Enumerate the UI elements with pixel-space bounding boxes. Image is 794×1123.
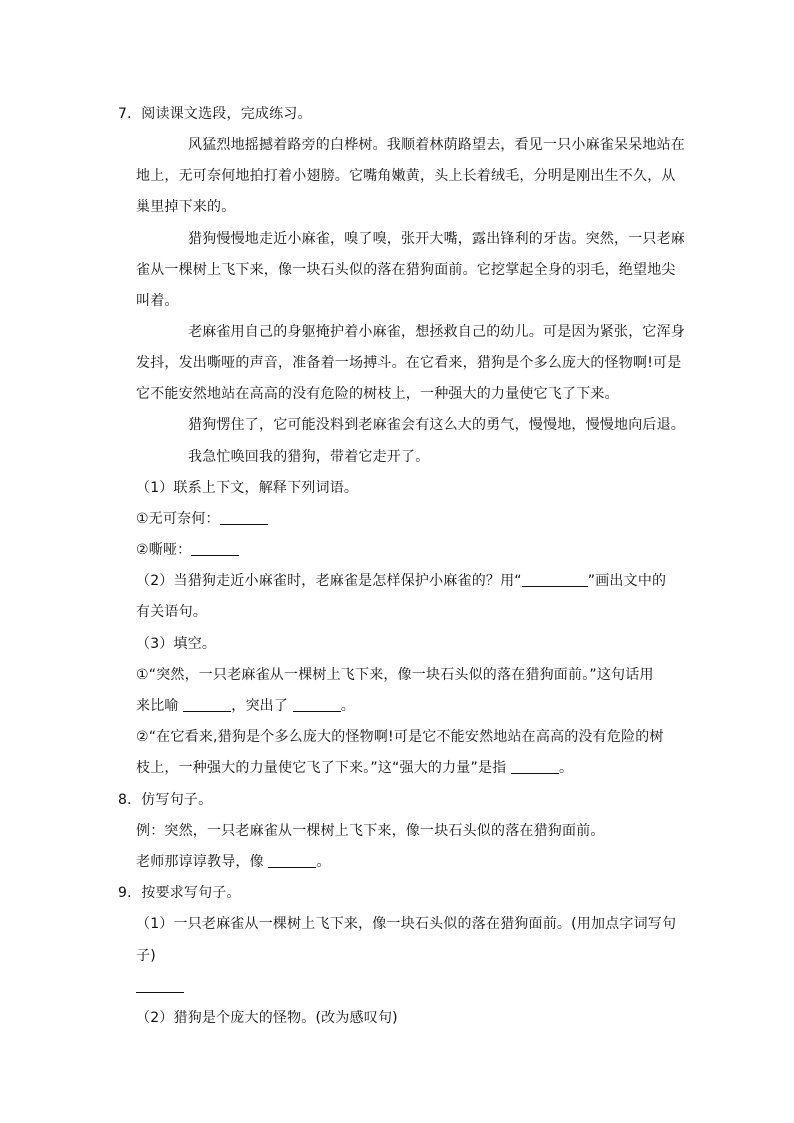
answer-blank[interactable]	[293, 697, 341, 712]
q9-heading: 9．按要求写句子。	[118, 885, 241, 901]
answer-blank[interactable]	[220, 510, 268, 525]
q9-sub1-line2: 子)	[136, 948, 156, 964]
passage-p5: 我急忙唤回我的猎狗，带着它走开了。	[188, 449, 430, 465]
q8-heading: 8．仿写句子。	[118, 792, 213, 808]
q7-sub3-a-text2: ，突出了	[231, 698, 293, 714]
answer-blank[interactable]	[191, 541, 239, 556]
q7-sub1-b-label: ②嘶哑：	[136, 542, 192, 558]
passage-p3-line1: 老麻雀用自己的身躯掩护着小麻雀，想拯救自己的幼儿。可是因为紧张，它浑身	[188, 324, 685, 340]
passage-p3-line2: 发抖，发出嘶哑的声音，准备着一场搏斗。在它看来，猎狗是个多么庞大的怪物啊!可是	[136, 355, 682, 371]
q8-example: 例：突然，一只老麻雀从一棵树上飞下来，像一块石头似的落在猎狗面前。	[136, 823, 605, 839]
q9-sub1-line1: （1）一只老麻雀从一棵树上飞下来，像一块石头似的落在猎狗面前。(用加点字词写句	[136, 916, 677, 932]
q7-sub3-a-line1: ①“突然，一只老麻雀从一棵树上飞下来，像一块石头似的落在猎狗面前。”这句话用	[136, 667, 654, 683]
q7-sub2-text-b: ”画出文中的	[587, 573, 667, 589]
answer-blank[interactable]	[136, 978, 184, 993]
passage-p4: 猎狗愣住了，它可能没料到老麻雀会有这么大的勇气，慢慢地，慢慢地向后退。	[188, 417, 685, 433]
q7-sub1-a	[136, 509, 696, 529]
q7-sub3-b-line2	[136, 758, 696, 778]
passage-p2-line2: 雀从一棵树上飞下来，像一块石头似的落在猎狗面前。它挖掌起全身的羽毛，绝望地尖	[136, 262, 676, 278]
q7-sub1-a-label: ①无可奈何：	[136, 511, 220, 527]
q7-heading: 7．阅读课文选段，完成练习。	[118, 106, 312, 122]
underline-mark	[522, 572, 588, 587]
answer-blank[interactable]	[511, 759, 559, 774]
q7-sub1-b	[136, 540, 696, 560]
q9-sub1-answer	[136, 977, 696, 997]
q7-sub3-a-line2	[136, 696, 696, 716]
q7-sub2-line2: 有关语句。	[136, 604, 207, 620]
passage-p3-line3: 它不能安然地站在高高的没有危险的树枝上，一种强大的力量使它飞了下来。	[136, 386, 619, 402]
q7-sub3-b-text1: 枝上，一种强大的力量使它飞了下来。”这“强大的力量”是指	[136, 760, 512, 776]
passage-p1-line2: 地上，无可奈何地拍打着小翅膀。它嘴角嫩黄，头上长着绒毛，分明是刚出生不久，从	[136, 168, 676, 184]
passage-p1-line1: 风猛烈地摇撼着路旁的白桦树。我顺着林荫路望去，看见一只小麻雀呆呆地站在	[188, 137, 685, 153]
q7-sub2-line1	[136, 571, 696, 591]
passage-p2-line1: 猎狗慢慢地走近小麻雀，嗅了嗅，张开大嘴，露出锋利的牙齿。突然，一只老麻	[188, 231, 685, 247]
passage-p2-line3: 叫着。	[136, 293, 179, 309]
answer-blank[interactable]	[183, 697, 231, 712]
q8-task-text1: 老师那谆谆教导，像	[136, 854, 269, 870]
passage-p1-line3: 巢里掉下来的。	[136, 199, 236, 215]
q9-sub2: （2）猎狗是个庞大的怪物。(改为感叹句)	[136, 1010, 398, 1026]
q8-task-text2: 。	[316, 854, 331, 870]
q7-sub3-a-text1: 来比喻	[136, 698, 184, 714]
answer-blank[interactable]	[268, 853, 316, 868]
q7-sub3-a-text3: 。	[340, 698, 355, 714]
q7-sub3-b-line1: ②“在它看来,猎狗是个多么庞大的怪物啊!可是它不能安然地站在高高的没有危险的树	[136, 729, 664, 745]
q8-task	[136, 852, 696, 872]
q7-sub1: （1）联系上下文，解释下列词语。	[136, 480, 359, 496]
q7-sub2-text-a: （2）当猎狗走近小麻雀时，老麻雀是怎样保护小麻雀的？用“	[136, 573, 522, 589]
q7-sub3: （3）填空。	[136, 636, 217, 652]
q7-sub3-b-text2: 。	[559, 760, 574, 776]
